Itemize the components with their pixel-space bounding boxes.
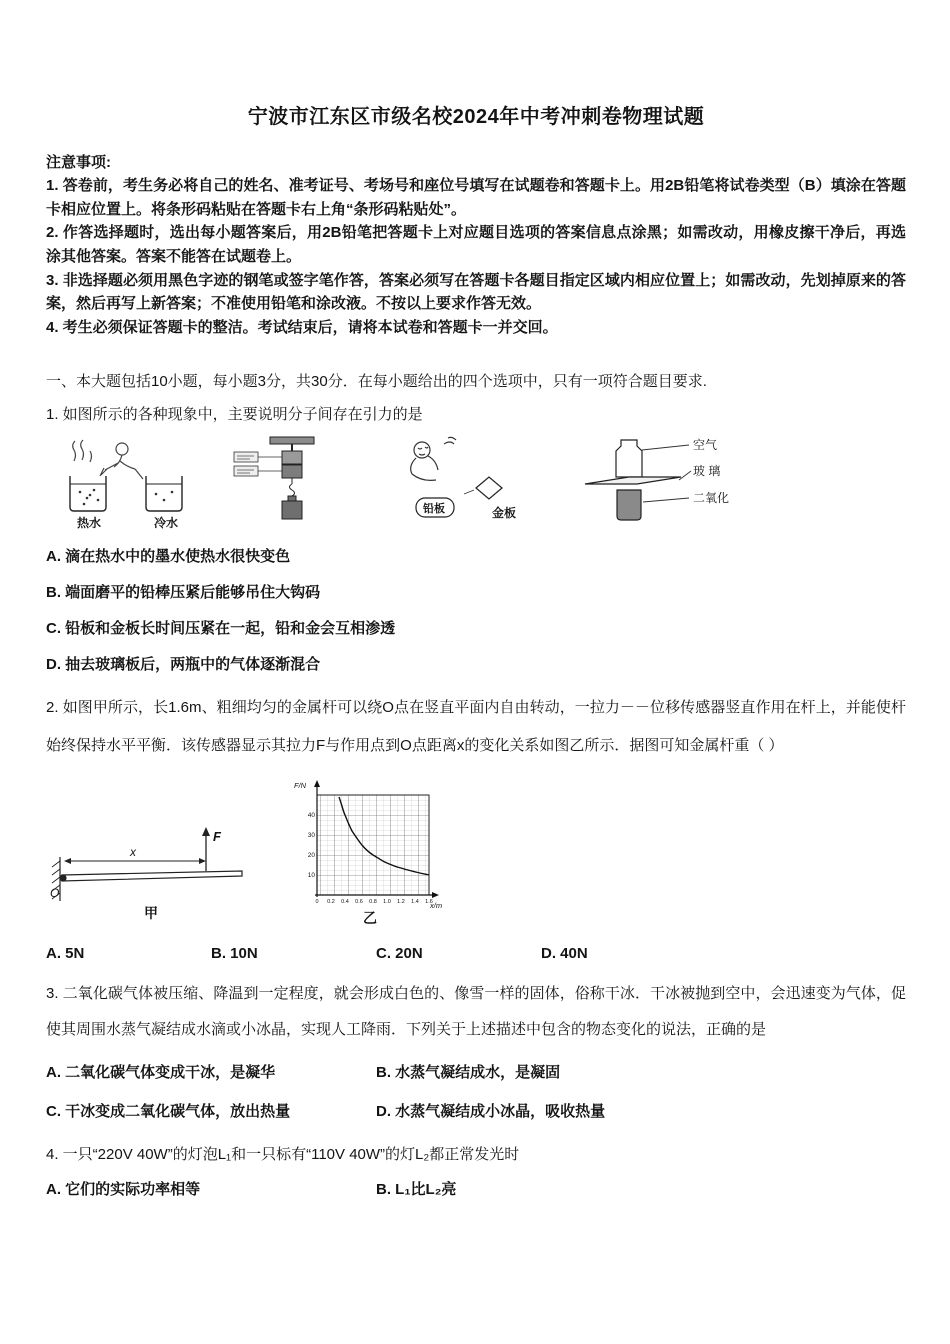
svg-text:1.6: 1.6	[425, 899, 433, 906]
graph-x-axis-label: x/m	[430, 901, 443, 911]
notice-heading: 注意事项:	[46, 154, 111, 171]
graph-y-ticks	[308, 812, 316, 879]
graph-x-ticks	[315, 899, 432, 905]
q2-option-c: C. 20N	[376, 945, 423, 963]
q3-options	[46, 1061, 906, 1121]
svg-text:0.8: 0.8	[369, 899, 377, 906]
q1-figure-gas-bottles	[569, 434, 739, 530]
q3-option-d: D. 水蒸气凝结成小冰晶，吸收热量	[376, 1102, 606, 1120]
q1-figures	[46, 434, 906, 530]
q4-stem: 4. 一只“220V 40W”的灯泡L₁和一只标有“110V 40W”的灯L₂都正常发光时	[46, 1145, 520, 1163]
force-f-label: F	[213, 829, 221, 845]
notice-item-3: 3. 非选择题必须用黑色字迹的钢笔或签字笔作答，答案必须写在答题卡各题目指定区域内相应位置上；如需改动，先划掉原来的答案，然后再写上新答案；不准使用铅笔和涂改液。不按以上要求作答无效。	[46, 271, 906, 313]
steam-and-person-drawing	[73, 440, 143, 479]
q1-figure-lead-cylinders	[232, 434, 342, 530]
q4-block	[46, 1143, 906, 1199]
air-label: 空气	[693, 437, 718, 452]
q1-stem: 1. 如图所示的各种现象中，主要说明分子间存在引力的是	[46, 405, 423, 423]
q2-option-b: B. 10N	[211, 945, 258, 963]
notice-section	[46, 151, 906, 340]
q2-option-a: A. 5N	[46, 945, 85, 963]
q2-figures	[46, 775, 906, 927]
q1-options	[46, 545, 906, 674]
cold-water-label: 冷水	[154, 515, 179, 530]
figure-yi-caption: 乙	[363, 910, 377, 927]
q1-option-a: A. 滴在热水中的墨水使热水很快变色	[46, 547, 291, 565]
svg-text:10: 10	[307, 872, 315, 880]
svg-text:0: 0	[315, 899, 319, 906]
section-1-heading: 一、本大题包括10小题，每小题3分，共30分．在每小题给出的四个选项中，只有一项符合题目要求.	[46, 372, 707, 390]
svg-text:1.4: 1.4	[411, 899, 419, 906]
co2-label: 二氧化	[693, 490, 730, 505]
graph-y-axis-label: F/N	[294, 781, 307, 791]
bottles-drawing	[585, 440, 681, 520]
svg-text:1.2: 1.2	[397, 899, 405, 906]
pivot-o-label: O	[50, 886, 60, 901]
q2-figure-rod-diagram	[46, 805, 258, 921]
stand-and-cylinders-drawing	[270, 437, 314, 519]
q1-option-c: C. 铅板和金板长时间压紧在一起，铅和金会互相渗透	[46, 619, 396, 637]
notice-item-4: 4. 考生必须保证答题卡的整洁。考试结束后，请将本试卷和答题卡一并交回。	[46, 319, 558, 337]
q3-option-a: A. 二氧化碳气体变成干冰，是凝华	[46, 1063, 276, 1081]
q1-option-b: B. 端面磨平的铅棒压紧后能够吊住大钩码	[46, 583, 321, 601]
person-drawing	[411, 437, 456, 480]
wall-and-rod-drawing	[52, 857, 242, 901]
q2-option-d: D. 40N	[541, 945, 588, 963]
svg-text:40: 40	[307, 812, 315, 820]
svg-text:1.0: 1.0	[383, 899, 391, 906]
q3-stem: 3. 二氧化碳气体被压缩、降温到一定程度，就会形成白色的、像雪一样的固体，俗称干冰．干冰被抛到空中，会迅速变为气体，促使其周围水蒸气凝结成水滴或小冰晶，实现人工降雨．下列关于上述描述中包含的物态变化的说法，正确的是	[46, 985, 906, 1038]
svg-text:0.4: 0.4	[341, 899, 349, 906]
leader-lines	[642, 445, 691, 502]
lead-plate-label: 铅板	[423, 502, 445, 515]
beakers-drawing	[70, 476, 182, 511]
q2-figure-graph	[292, 775, 444, 927]
distance-x-label: x	[130, 845, 136, 860]
graph-grid	[317, 795, 429, 895]
notice-item-2: 2. 作答选择题时，选出每小题答案后，用2B铅笔把答题卡上对应题目选项的答案信息点涂黑；如需改动，用橡皮擦干净后，再选涂其他答案。答案不能答在试题卷上。	[46, 224, 906, 266]
plate-leader-line	[464, 490, 474, 494]
q3-option-c: C. 干冰变成二氧化碳气体，放出热量	[46, 1102, 291, 1120]
q4-option-b: B. L₁比L₂亮	[376, 1180, 457, 1198]
notice-item-1: 1. 答卷前，考生务必将自己的姓名、准考证号、考场号和座位号填写在试题卷和答题卡上。用2B铅笔将试卷类型（B）填涂在答题卡相应位置上。将条形码粘贴在答题卡右上角“条形码粘贴处”。	[46, 177, 906, 218]
q1-option-d: D. 抽去玻璃板后，两瓶中的气体逐渐混合	[46, 655, 321, 673]
force-arrow	[202, 827, 210, 871]
gold-plate-label: 金板	[492, 505, 517, 520]
q1-figure-plates	[392, 434, 527, 530]
svg-text:20: 20	[307, 852, 315, 860]
hot-water-label: 热水	[77, 515, 102, 530]
glass-label: 玻 璃	[693, 463, 721, 478]
q4-option-a: A. 它们的实际功率相等	[46, 1180, 201, 1198]
q2-options	[46, 945, 906, 962]
q1-figure-ink-diffusion	[60, 434, 210, 530]
ink-dots	[79, 489, 174, 506]
figure-jia-caption: 甲	[144, 905, 158, 922]
page-title: 宁波市江东区市级名校2024年中考冲刺卷物理试题	[247, 106, 705, 128]
svg-text:0.2: 0.2	[327, 899, 335, 906]
q4-options	[46, 1178, 906, 1199]
svg-text:0.6: 0.6	[355, 899, 363, 906]
q3-option-b: B. 水蒸气凝结成水，是凝固	[376, 1063, 561, 1081]
svg-text:30: 30	[307, 832, 315, 840]
q2-stem: 2. 如图甲所示，长1.6m、粗细均匀的金属杆可以绕O点在竖直平面内自由转动，一拉力－－位移传感器竖直作用在杆上，并能使杆始终保持水平平衡．该传感器显示其拉力F与作用点到O点距离x的变化关系如图乙所示．据图可知金属杆重（ ）	[46, 698, 906, 755]
